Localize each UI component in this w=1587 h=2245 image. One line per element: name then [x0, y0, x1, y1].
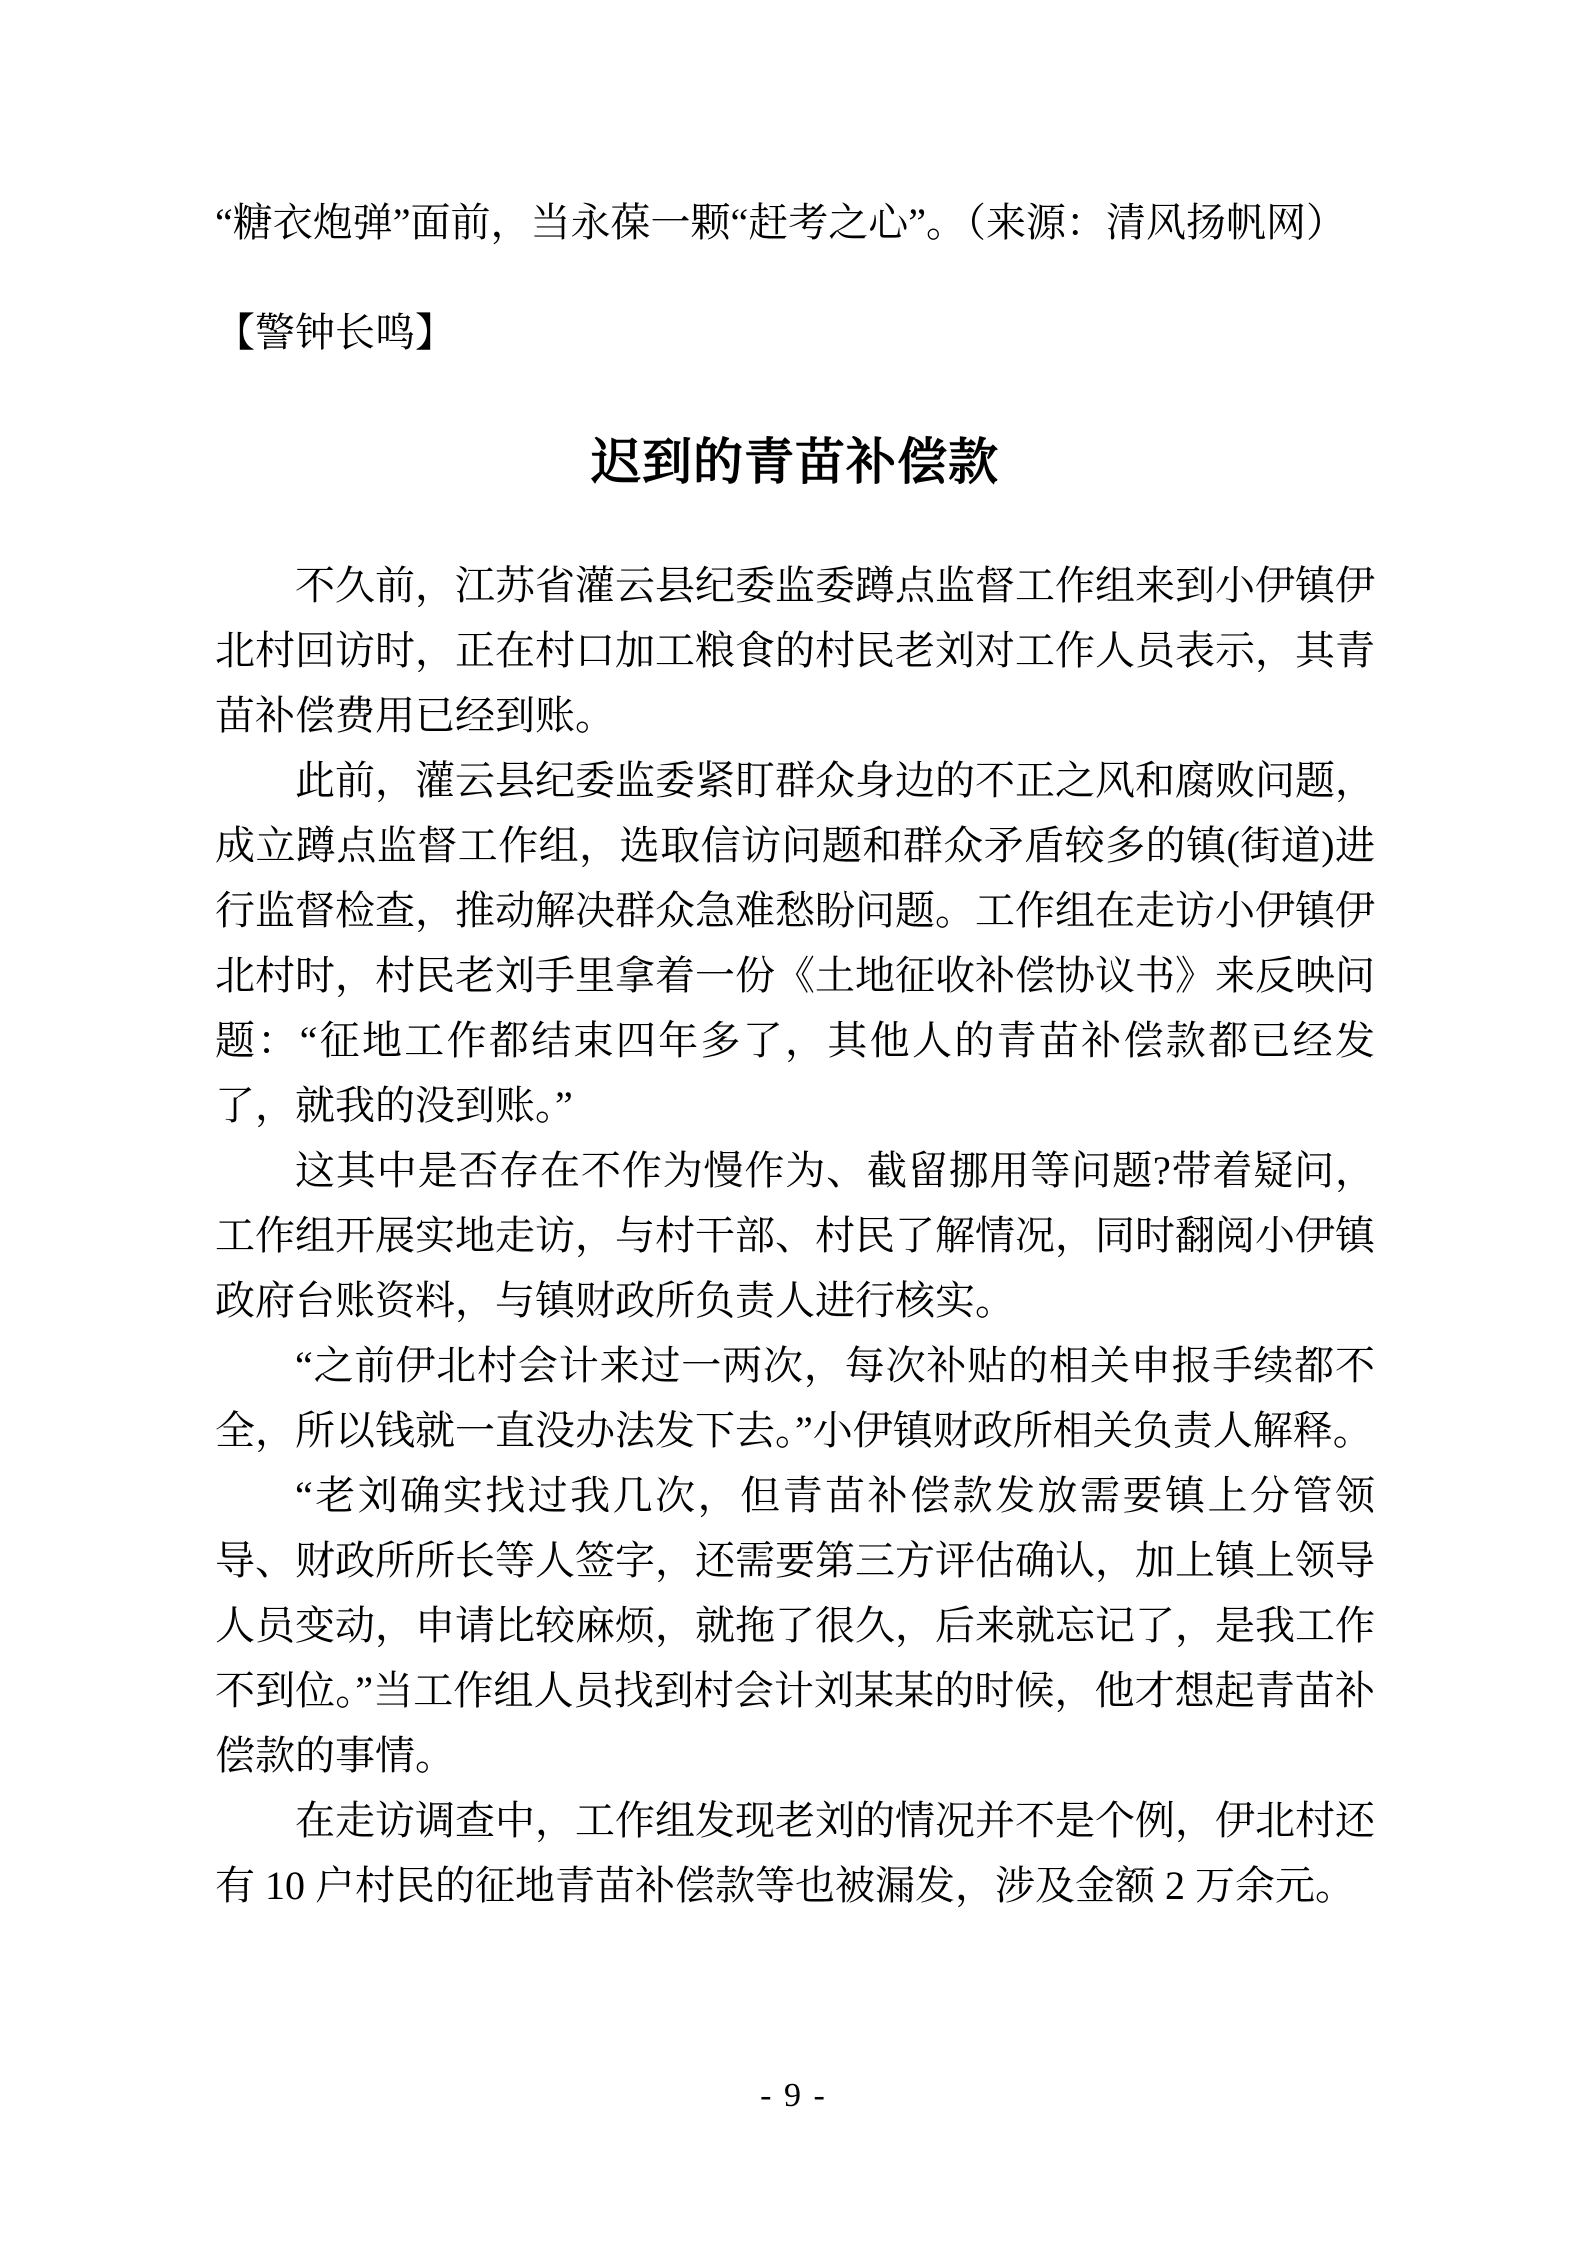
- body-paragraph: 不久前，江苏省灌云县纪委监委蹲点监督工作组来到小伊镇伊北村回访时，正在村口加工粮食的村民老刘对工作人员表示，其青苗补偿费用已经到账。: [215, 563, 1375, 738]
- body-paragraph: 此前，灌云县纪委监委紧盯群众身边的不正之风和腐败问题，成立蹲点监督工作组，选取信访问题和群众矛盾较多的镇(街道)进行监督检查，推动解决群众急难愁盼问题。工作组在走访小伊镇伊北村时，村民老刘手里拿着一份《土地征收补偿协议书》来反映问题：“征地工作都结束四年多了，其他人的青苗补偿款都已经发了，就我的没到账。”: [215, 758, 1375, 1128]
- body-paragraph: “老刘确实找过我几次，但青苗补偿款发放需要镇上分管领导、财政所所长等人签字，还需要第三方评估确认，加上镇上领导人员变动，申请比较麻烦，就拖了很久，后来就忘记了，是我工作不到位。”当工作组人员找到村会计刘某某的时候，他才想起青苗补偿款的事情。: [215, 1473, 1375, 1778]
- document-content: [215, 190, 1375, 1918]
- article-body: [215, 553, 1375, 1918]
- section-marker: 【警钟长鸣】: [215, 310, 455, 355]
- article-title: 迟到的青苗补偿款: [591, 434, 999, 490]
- body-paragraph: 这其中是否存在不作为慢作为、截留挪用等问题?带着疑问，工作组开展实地走访，与村干部、村民了解情况，同时翻阅小伊镇政府台账资料，与镇财政所负责人进行核实。: [215, 1148, 1375, 1323]
- body-paragraph: 在走访调查中，工作组发现老刘的情况并不是个例，伊北村还有 10 户村民的征地青苗补偿款等也被漏发，涉及金额 2 万余元。: [215, 1798, 1375, 1908]
- body-paragraph: “之前伊北村会计来过一两次，每次补贴的相关申报手续都不全，所以钱就一直没办法发下去。”小伊镇财政所相关负责人解释。: [215, 1343, 1375, 1453]
- leading-paragraph: “糖衣炮弹”面前，当永葆一颗“赶考之心”。（来源：清风扬帆网）: [215, 200, 1347, 245]
- page-number: - 9 -: [760, 2077, 827, 2114]
